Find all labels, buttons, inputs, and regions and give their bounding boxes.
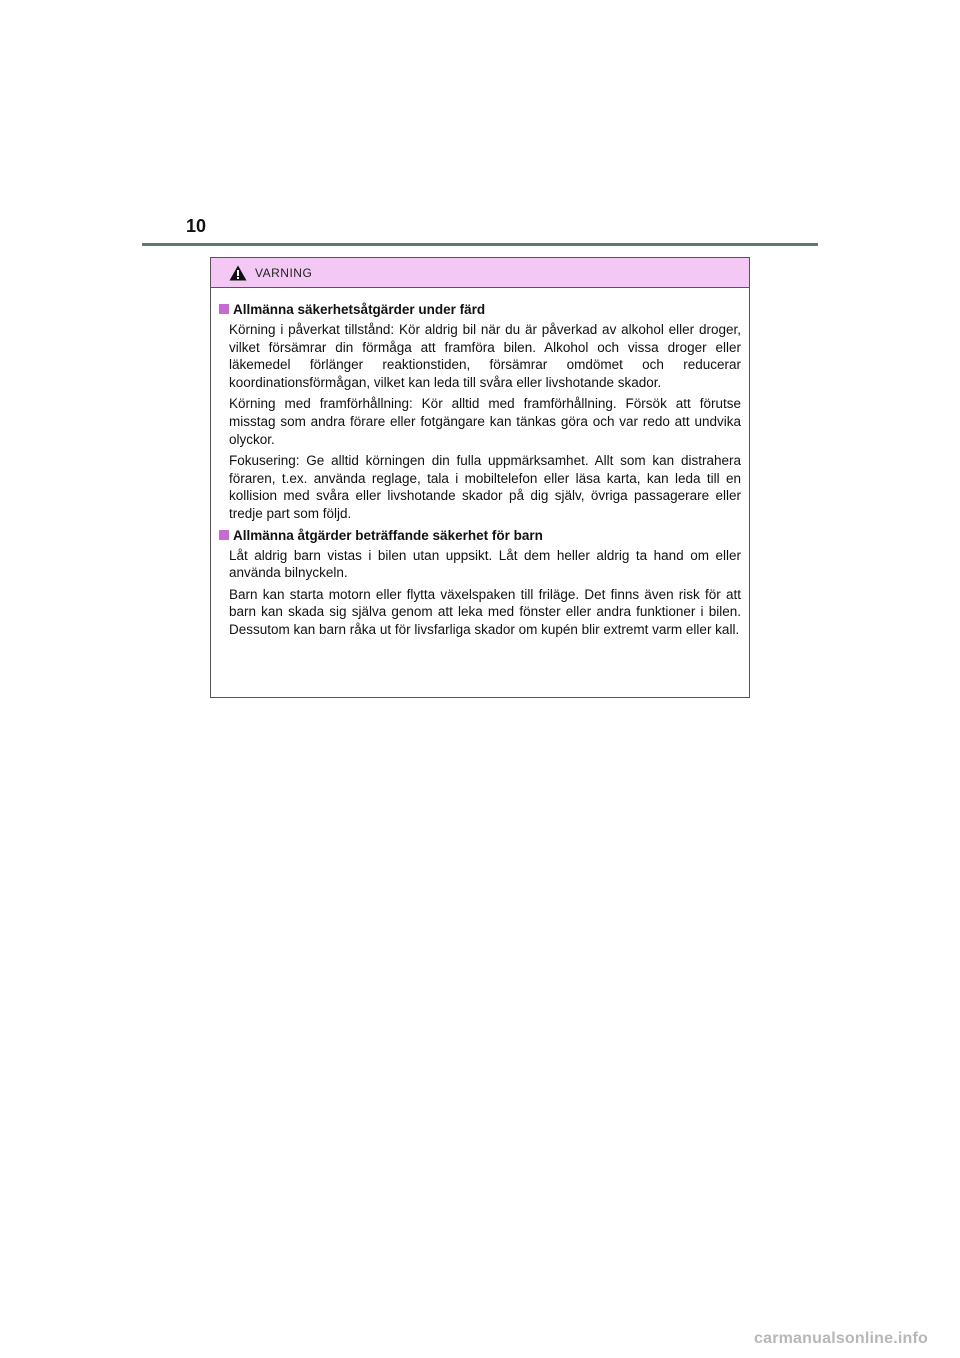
section-heading xyxy=(219,527,741,544)
square-bullet-icon xyxy=(219,304,229,314)
warning-header xyxy=(211,258,749,288)
section-heading-text: Allmänna säkerhetsåtgärder under färd xyxy=(233,302,486,317)
section-heading xyxy=(219,301,741,318)
watermark: carmanualsonline.info xyxy=(754,1330,929,1347)
section-paragraph: Fokusering: Ge alltid körningen din fulla uppmärksamhet. Allt som kan distrahera föraren, t.ex. använda reglage, tala i mobiltelefon eller läsa karta, kan leda till en kollision med svåra eller livshotande skador på dig själv, övriga passagerare eller tredje part som följd. xyxy=(229,453,741,521)
page-number: 10 xyxy=(186,216,207,236)
warning-section xyxy=(219,301,741,523)
warning-triangle-icon xyxy=(229,265,247,281)
header-rule xyxy=(142,243,818,246)
section-heading-text: Allmänna åtgärder beträffande säkerhet för barn xyxy=(233,527,543,543)
section-paragraph: Barn kan starta motorn eller flytta växelspaken till friläge. Det finns även risk för att barn kan skada sig själva genom att leka med fönster eller andra funktioner i bilen. Dessutom kan barn råka ut för livsfarliga skador om kupén blir extremt varm eller kall. xyxy=(229,586,741,637)
section-paragraph: Låt aldrig barn vistas i bilen utan uppsikt. Låt dem heller aldrig ta hand om eller använda bilnyckeln. xyxy=(229,547,741,581)
section-paragraph: Körning med framförhållning: Kör alltid med framförhållning. Försök att förutse misstag som andra förare eller fotgängare kan tänkas göra och var redo att undvika olyckor. xyxy=(229,396,741,447)
warning-box xyxy=(210,257,750,698)
warning-title: VARNING xyxy=(255,265,313,280)
warning-body xyxy=(211,288,749,639)
section-paragraph: Körning i påverkat tillstånd: Kör aldrig bil när du är påverkad av alkohol eller droger, vilket försämrar din förmåga att framföra bilen. Alkohol och vissa droger eller läkemedel förlänger reaktionstiden, försämrar omdömet och reducerar koordinationsförmågan, vilket kan leda till svåra eller livshotande skador. xyxy=(229,322,741,390)
square-bullet-icon xyxy=(219,530,229,540)
warning-section xyxy=(219,527,741,639)
